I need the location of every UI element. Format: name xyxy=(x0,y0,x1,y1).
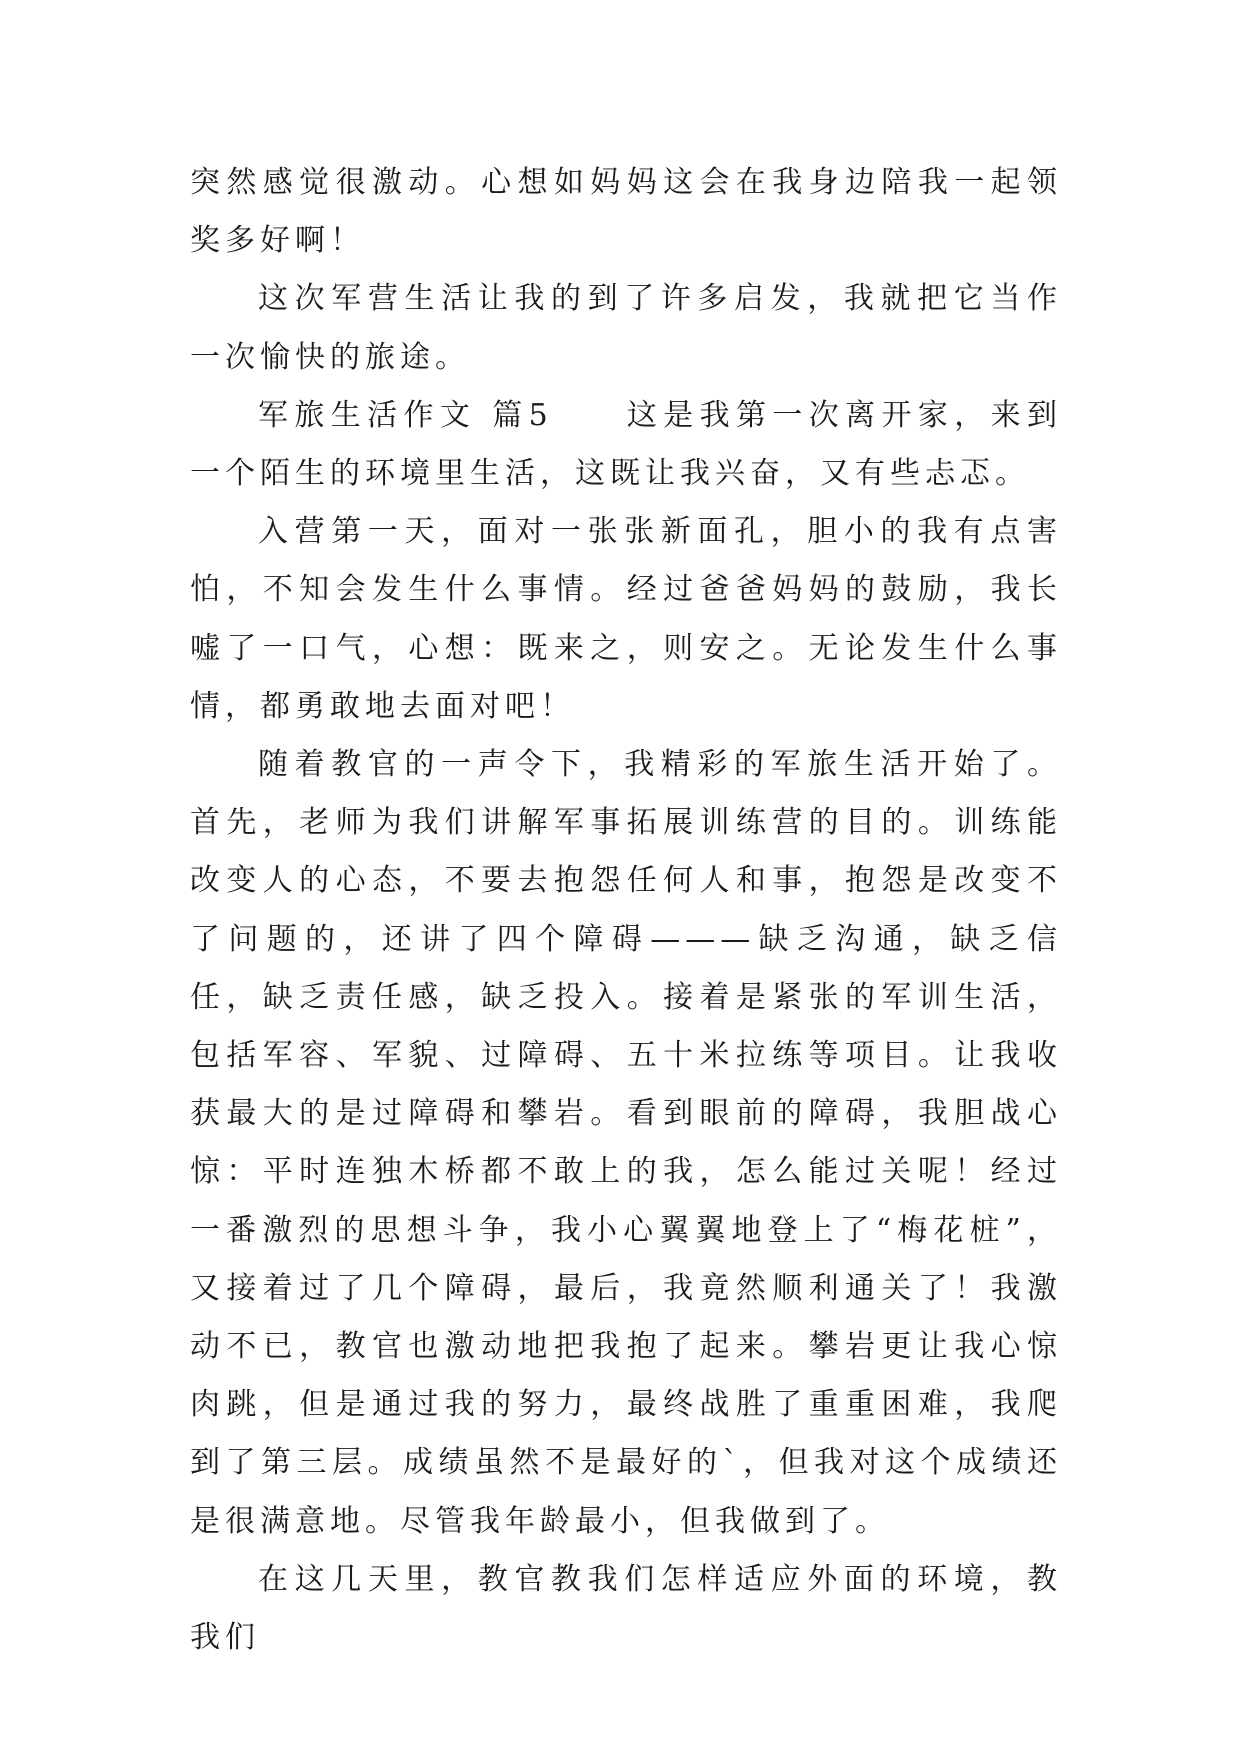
paragraph-6: 在这几天里，教官教我们怎样适应外面的环境，教我们 xyxy=(190,1561,1062,1656)
paragraph-3: 军旅生活作文 篇5 这是我第一次离开家，来到一个陌生的环境里生活，这既让我兴奋，又有些忐忑。 xyxy=(190,397,1062,492)
paragraph-5: 随着教官的一声令下，我精彩的军旅生活开始了。首先，老师为我们讲解军事拓展训练营的目的。训练能改变人的心态，不要去抱怨任何人和事，抱怨是改变不了问题的，还讲了四个障碍———缺乏沟通，缺乏信任，缺乏责任感，缺乏投入。接着是紧张的军训生活，包括军容、军貌、过障碍、五十米拉练等项目。让我收获最大的是过障碍和攀岩。看到眼前的障碍，我胆战心惊：平时连独木桥都不敢上的我，怎么能过关呢！经过一番激烈的思想斗争，我小心翼翼地登上了“梅花桩”，又接着过了几个障碍，最后，我竟然顺利通关了！我激动不已，教官也激动地把我抱了起来。攀岩更让我心惊肉跳，但是通过我的努力，最终战胜了重重困难，我爬到了第三层。成绩虽然不是最好的`，但我对这个成绩还是很满意地。尽管我年龄最小，但我做到了。 xyxy=(190,747,1062,1539)
paragraph-1: 突然感觉很激动。心想如妈妈这会在我身边陪我一起领奖多好啊！ xyxy=(190,165,1062,259)
document-body xyxy=(190,154,1062,1667)
paragraph-2: 这次军营生活让我的到了许多启发，我就把它当作一次愉快的旅途。 xyxy=(190,281,1062,375)
paragraph-4: 入营第一天，面对一张张新面孔，胆小的我有点害怕，不知会发生什么事情。经过爸爸妈妈的鼓励，我长嘘了一口气，心想：既来之，则安之。无论发生什么事情，都勇敢地去面对吧！ xyxy=(190,514,1062,724)
